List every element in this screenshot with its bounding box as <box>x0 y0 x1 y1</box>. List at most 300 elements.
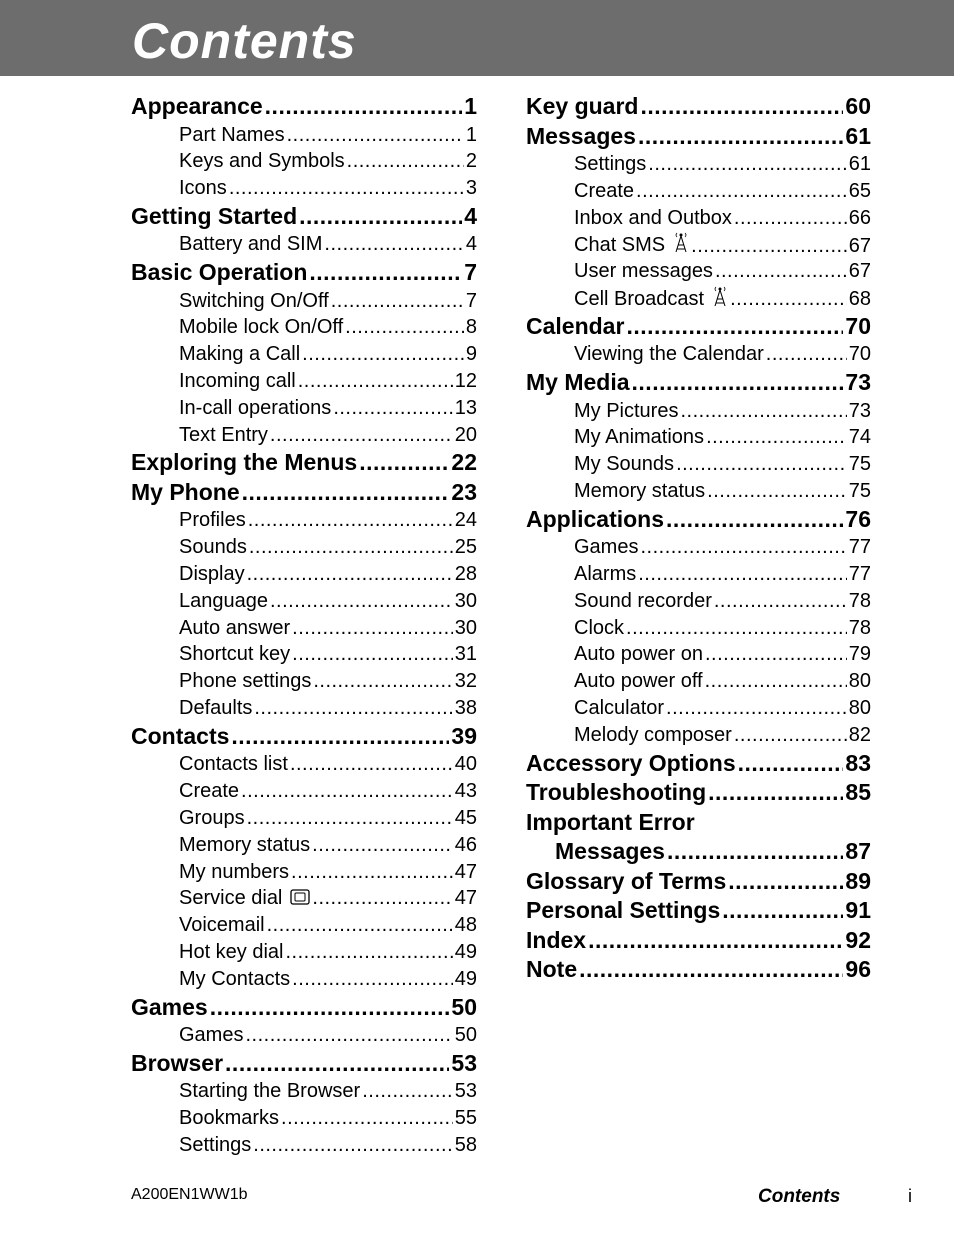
toc-entry-label-text: Cell Broadcast <box>574 288 705 311</box>
toc-entry-page-number: 53 <box>451 1049 477 1079</box>
toc-entry-label <box>574 478 705 505</box>
toc-entry-label <box>179 778 239 805</box>
dot-leader <box>281 1105 453 1132</box>
toc-entry-label <box>179 175 227 202</box>
toc-subsection-entry <box>526 451 871 478</box>
toc-subsection-entry <box>131 615 477 642</box>
dot-leader <box>292 615 453 642</box>
toc-entry-label-text: Part Names <box>179 123 285 146</box>
toc-entry-label-text: Incoming call <box>179 370 296 393</box>
toc-subsection-entry <box>526 151 871 178</box>
toc-entry-label-text: Hot key dial <box>179 940 284 963</box>
toc-entry-page-number: 87 <box>845 837 871 867</box>
dot-leader <box>298 368 453 395</box>
dot-leader <box>708 778 843 808</box>
toc-section-entry <box>526 122 871 152</box>
dot-leader <box>638 122 843 152</box>
toc-entry-label-text: Getting Started <box>131 202 298 229</box>
toc-entry-label <box>574 424 704 451</box>
toc-entry-page-number: 32 <box>455 668 477 695</box>
toc-entry-label-text: Basic Operation <box>131 259 308 286</box>
toc-entry-page-number: 50 <box>451 993 477 1023</box>
toc-entry-label-text: Auto power on <box>574 643 703 666</box>
toc-entry-page-number: 76 <box>845 505 871 535</box>
toc-entry-label-text: In-call operations <box>179 396 332 419</box>
toc-entry-label-text: Display <box>179 563 245 586</box>
toc-entry-page-number: 50 <box>455 1022 477 1049</box>
dot-leader <box>734 722 847 749</box>
toc-entry-label <box>179 122 285 149</box>
toc-entry-label <box>574 588 712 615</box>
toc-entry-page-number: 31 <box>455 641 477 668</box>
toc-entry-label <box>131 202 297 232</box>
toc-section-entry <box>526 808 871 838</box>
toc-entry-label <box>179 1022 243 1049</box>
toc-entry-label-text: Troubleshooting <box>526 779 707 806</box>
dot-leader <box>286 939 453 966</box>
dot-leader <box>247 805 453 832</box>
toc-subsection-entry <box>131 1022 477 1049</box>
toc-subsection-entry <box>131 1105 477 1132</box>
toc-entry-page-number: 80 <box>849 695 871 722</box>
toc-entry-label <box>179 314 343 341</box>
dot-leader <box>579 955 843 985</box>
toc-entry-label <box>526 926 586 956</box>
toc-entry-page-number: 83 <box>845 749 871 779</box>
toc-section-entry <box>526 778 871 808</box>
toc-subsection-entry <box>131 1078 477 1105</box>
dot-leader <box>588 926 843 956</box>
toc-entry-label <box>179 695 252 722</box>
toc-subsection-entry <box>526 722 871 749</box>
toc-subsection-entry <box>526 424 871 451</box>
dot-leader <box>248 507 453 534</box>
toc-entry-label <box>574 451 674 478</box>
toc-entry-page-number: 61 <box>845 122 871 152</box>
dot-leader <box>312 885 452 912</box>
dot-leader <box>730 286 847 312</box>
toc-entry-label-text: Games <box>574 536 639 559</box>
toc-section-entry <box>526 926 871 956</box>
toc-section-entry <box>131 993 477 1023</box>
toc-entry-label-text: Viewing the Calendar <box>574 343 764 366</box>
dot-leader <box>362 1078 453 1105</box>
toc-entry-label-text: Memory status <box>574 479 706 502</box>
toc-entry-label <box>574 258 713 285</box>
toc-section-entry <box>131 202 477 232</box>
toc-entry-label <box>574 205 732 232</box>
toc-section-entry <box>526 749 871 779</box>
dot-leader <box>245 1022 452 1049</box>
toc-entry-page-number: 75 <box>849 451 871 478</box>
toc-entry-label <box>526 896 720 926</box>
toc-subsection-entry <box>131 368 477 395</box>
page-title: Contents <box>132 13 357 69</box>
toc-entry-page-number: 12 <box>455 368 477 395</box>
toc-entry-label-text: Auto power off <box>574 670 703 693</box>
toc-entry-label <box>179 641 290 668</box>
toc-entry-page-number: 25 <box>455 534 477 561</box>
toc-entry-page-number: 70 <box>845 312 871 342</box>
toc-entry-label-text: My Media <box>526 369 630 396</box>
dot-leader <box>299 202 462 232</box>
toc-entry-page-number: 77 <box>849 561 871 588</box>
toc-subsection-entry <box>526 285 871 312</box>
toc-section-entry <box>526 837 871 867</box>
dot-leader <box>241 778 453 805</box>
toc-section-entry <box>131 478 477 508</box>
dot-leader <box>242 478 450 508</box>
toc-entry-label <box>179 341 300 368</box>
toc-entry-label <box>179 805 245 832</box>
toc-subsection-entry <box>526 231 871 258</box>
toc-entry-label-text: Making a Call <box>179 343 301 366</box>
dot-leader <box>714 588 847 615</box>
dot-leader <box>676 451 847 478</box>
toc-entry-label <box>574 641 703 668</box>
toc-entry-label <box>574 534 638 561</box>
toc-entry-page-number: 40 <box>455 751 477 778</box>
toc-entry-label <box>574 668 703 695</box>
toc-entry-label-text: Shortcut key <box>179 643 291 666</box>
toc-entry-label <box>131 993 208 1023</box>
toc-entry-page-number: 96 <box>845 955 871 985</box>
toc-entry-label-text: Settings <box>179 1133 252 1156</box>
toc-subsection-entry <box>131 668 477 695</box>
toc-entry-label <box>179 859 289 886</box>
toc-subsection-entry <box>526 205 871 232</box>
toc-subsection-entry <box>131 641 477 668</box>
toc-entry-label <box>574 615 624 642</box>
toc-subsection-entry <box>131 832 477 859</box>
dot-leader <box>324 231 463 258</box>
toc-subsection-entry <box>131 507 477 534</box>
toc-entry-page-number: 4 <box>466 231 477 258</box>
toc-section-entry <box>526 312 871 342</box>
dot-leader <box>666 505 843 535</box>
dot-leader <box>705 668 847 695</box>
toc-entry-label-text: Calendar <box>526 312 625 339</box>
dot-leader <box>331 288 464 315</box>
toc-entry-label <box>131 92 263 122</box>
toc-entry-page-number: 48 <box>455 912 477 939</box>
antenna-icon <box>673 231 689 258</box>
toc-entry-label <box>179 939 284 966</box>
toc-section-entry <box>526 92 871 122</box>
toc-entry-label-text: Create <box>574 179 635 202</box>
toc-subsection-entry <box>526 668 871 695</box>
toc-subsection-entry <box>131 175 477 202</box>
toc-entry-page-number: 78 <box>849 615 871 642</box>
toc-entry-page-number: 91 <box>845 896 871 926</box>
toc-entry-page-number: 85 <box>845 778 871 808</box>
dot-leader <box>247 561 453 588</box>
toc-entry-page-number: 4 <box>464 202 477 232</box>
dot-leader <box>626 615 847 642</box>
toc-entry-page-number: 9 <box>466 341 477 368</box>
dot-leader <box>287 122 464 149</box>
dot-leader <box>267 912 453 939</box>
dot-leader <box>225 1049 449 1079</box>
toc-entry-label <box>574 561 636 588</box>
toc-entry-label <box>179 832 310 859</box>
toc-section-entry <box>526 368 871 398</box>
toc-right-column <box>526 92 871 985</box>
toc-subsection-entry <box>526 615 871 642</box>
toc-entry-page-number: 61 <box>849 151 871 178</box>
toc-entry-label-text: Mobile lock On/Off <box>179 316 344 339</box>
toc-entry-page-number: 58 <box>455 1132 477 1159</box>
toc-entry-label <box>179 231 322 258</box>
toc-subsection-entry <box>131 1132 477 1159</box>
toc-entry-label <box>574 178 634 205</box>
dot-leader <box>347 148 464 175</box>
toc-entry-label <box>179 288 329 315</box>
dot-leader <box>253 1132 452 1159</box>
toc-subsection-entry <box>526 398 871 425</box>
toc-subsection-entry <box>131 231 477 258</box>
dot-leader <box>691 233 847 259</box>
footer-section-label: Contents <box>758 1186 841 1207</box>
toc-entry-page-number: 47 <box>455 885 477 912</box>
dot-leader <box>734 205 847 232</box>
toc-section-entry <box>131 1049 477 1079</box>
toc-entry-label-text: Personal Settings <box>526 897 721 924</box>
dot-leader <box>640 92 843 122</box>
toc-entry-label-text: Voicemail <box>179 914 265 937</box>
toc-entry-page-number: 30 <box>455 588 477 615</box>
toc-entry-page-number: 28 <box>455 561 477 588</box>
dot-leader <box>265 92 463 122</box>
toc-entry-label <box>574 151 646 178</box>
toc-section-entry <box>526 896 871 926</box>
toc-section-entry <box>526 955 871 985</box>
toc-entry-label-text: Exploring the Menus <box>131 449 358 476</box>
dot-leader <box>707 478 847 505</box>
toc-entry-label <box>131 478 240 508</box>
toc-entry-page-number: 46 <box>455 832 477 859</box>
toc-entry-page-number: 49 <box>455 966 477 993</box>
toc-entry-label-text: Service dial <box>179 887 283 910</box>
toc-entry-label-text: Memory status <box>179 833 311 856</box>
toc-section-entry <box>131 92 477 122</box>
toc-entry-page-number: 45 <box>455 805 477 832</box>
toc-entry-label-text: Calculator <box>574 697 665 720</box>
toc-subsection-entry <box>131 148 477 175</box>
toc-entry-label <box>131 448 357 478</box>
toc-entry-label <box>179 148 345 175</box>
toc-entry-label-text: Switching On/Off <box>179 289 329 312</box>
dot-leader <box>666 695 847 722</box>
toc-subsection-entry <box>131 912 477 939</box>
toc-entry-page-number: 30 <box>455 615 477 642</box>
toc-entry-page-number: 66 <box>849 205 871 232</box>
toc-entry-page-number: 3 <box>466 175 477 202</box>
toc-entry-label-text: Auto answer <box>179 616 291 639</box>
toc-entry-page-number: 49 <box>455 939 477 966</box>
dot-leader <box>292 966 453 993</box>
toc-entry-page-number: 67 <box>849 233 871 259</box>
toc-subsection-entry <box>131 885 477 912</box>
toc-section-entry <box>131 258 477 288</box>
dot-leader <box>254 695 452 722</box>
sim-card-icon <box>290 886 310 912</box>
toc-section-entry <box>526 505 871 535</box>
toc-section-entry <box>526 867 871 897</box>
toc-entry-page-number: 13 <box>455 395 477 422</box>
toc-subsection-entry <box>131 695 477 722</box>
toc-entry-label <box>179 1132 251 1159</box>
toc-entry-label <box>179 912 265 939</box>
toc-entry-label-text: Keys and Symbols <box>179 150 345 173</box>
toc-subsection-entry <box>131 314 477 341</box>
toc-entry-page-number: 24 <box>455 507 477 534</box>
toc-entry-page-number: 65 <box>849 178 871 205</box>
toc-subsection-entry <box>131 341 477 368</box>
toc-entry-label <box>179 588 268 615</box>
dot-leader <box>722 896 843 926</box>
toc-entry-label <box>131 1049 223 1079</box>
dot-leader <box>229 175 464 202</box>
toc-entry-page-number: 60 <box>845 92 871 122</box>
dot-leader <box>309 258 462 288</box>
toc-entry-label <box>526 778 706 808</box>
dot-leader <box>291 859 453 886</box>
dot-leader <box>302 341 464 368</box>
dot-leader <box>231 722 449 752</box>
toc-entry-label <box>526 505 664 535</box>
toc-entry-label-text: Defaults <box>179 697 253 720</box>
toc-entry-label-text: Text Entry <box>179 423 268 446</box>
footer-page-number: i <box>908 1186 912 1206</box>
toc-entry-page-number: 79 <box>849 641 871 668</box>
dot-leader <box>313 668 452 695</box>
toc-entry-page-number: 68 <box>849 286 871 312</box>
toc-entry-label-text: My numbers <box>179 860 290 883</box>
toc-entry-label-text: Contacts <box>131 722 230 749</box>
toc-subsection-entry <box>131 422 477 449</box>
dot-leader <box>766 341 847 368</box>
toc-entry-label <box>574 341 764 368</box>
toc-entry-page-number: 7 <box>464 258 477 288</box>
dot-leader <box>680 398 846 425</box>
toc-entry-label <box>179 422 268 449</box>
toc-entry-label <box>526 312 624 342</box>
toc-entry-label-text: Key guard <box>526 93 639 119</box>
toc-left-column <box>131 92 477 1159</box>
toc-entry-page-number: 47 <box>455 859 477 886</box>
toc-entry-page-number: 23 <box>451 478 477 508</box>
toc-entry-label <box>526 808 695 838</box>
toc-subsection-entry <box>526 695 871 722</box>
toc-entry-label-text: Index <box>526 926 587 953</box>
toc-entry-label-text: Profiles <box>179 509 246 532</box>
toc-entry-label <box>574 695 664 722</box>
document-code: A200EN1WW1b <box>131 1186 248 1203</box>
toc-entry-page-number: 7 <box>466 288 477 315</box>
toc-entry-label-text: Sound recorder <box>574 589 712 612</box>
toc-entry-page-number: 74 <box>849 424 871 451</box>
toc-subsection-entry <box>131 966 477 993</box>
toc-entry-page-number: 92 <box>845 926 871 956</box>
dot-leader <box>312 832 453 859</box>
antenna-icon <box>712 285 728 312</box>
dot-leader <box>705 641 847 668</box>
toc-entry-label <box>526 92 638 122</box>
toc-entry-label-text: Language <box>179 589 268 612</box>
toc-entry-label-text: Note <box>526 956 578 983</box>
toc-entry-label-text: Phone settings <box>179 670 312 693</box>
dot-leader <box>292 641 453 668</box>
toc-entry-label-text: Appearance <box>131 93 263 119</box>
toc-entry-label-text: Sounds <box>179 536 247 559</box>
toc-entry-label <box>574 398 678 425</box>
toc-subsection-entry <box>526 588 871 615</box>
toc-entry-label <box>179 1078 360 1105</box>
dot-leader <box>715 258 847 285</box>
toc-subsection-entry <box>526 258 871 285</box>
toc-entry-label <box>179 615 290 642</box>
toc-entry-label <box>179 507 246 534</box>
toc-subsection-entry <box>131 805 477 832</box>
toc-entry-label-text: Inbox and Outbox <box>574 206 732 229</box>
toc-subsection-entry <box>526 641 871 668</box>
toc-entry-label <box>555 837 665 867</box>
toc-entry-label-text: Applications <box>526 505 665 532</box>
toc-subsection-entry <box>131 122 477 149</box>
toc-entry-label-text: Accessory Options <box>526 749 736 776</box>
dot-leader <box>636 178 847 205</box>
toc-entry-label <box>179 534 247 561</box>
toc-entry-page-number: 80 <box>849 668 871 695</box>
toc-section-entry <box>131 448 477 478</box>
toc-entry-page-number: 82 <box>849 722 871 749</box>
dot-leader <box>667 837 843 867</box>
toc-subsection-entry <box>526 178 871 205</box>
toc-entry-label <box>574 285 728 312</box>
toc-entry-page-number: 43 <box>455 778 477 805</box>
dot-leader <box>290 751 453 778</box>
toc-entry-label <box>179 885 310 912</box>
toc-section-entry <box>131 722 477 752</box>
dot-leader <box>249 534 453 561</box>
dot-leader <box>632 368 844 398</box>
toc-entry-label <box>179 368 296 395</box>
toc-entry-label-text: Groups <box>179 806 245 829</box>
toc-entry-label-text: Alarms <box>574 563 637 586</box>
toc-entry-page-number: 77 <box>849 534 871 561</box>
toc-entry-label-text: Melody composer <box>574 723 732 746</box>
toc-entry-page-number: 39 <box>451 722 477 752</box>
toc-entry-label <box>179 561 245 588</box>
toc-entry-label <box>179 966 290 993</box>
toc-entry-page-number: 38 <box>455 695 477 722</box>
dot-leader <box>626 312 843 342</box>
toc-entry-page-number: 22 <box>451 448 477 478</box>
toc-entry-label-text: Settings <box>574 153 647 175</box>
toc-entry-label-text: My Phone <box>131 478 240 505</box>
dot-leader <box>333 395 452 422</box>
toc-entry-page-number: 1 <box>466 122 477 149</box>
dot-leader <box>638 561 847 588</box>
toc-entry-page-number: 2 <box>466 148 477 175</box>
toc-entry-label <box>574 231 689 258</box>
toc-subsection-entry <box>131 395 477 422</box>
toc-entry-page-number: 8 <box>466 314 477 341</box>
toc-entry-page-number: 20 <box>455 422 477 449</box>
dot-leader <box>648 151 846 178</box>
toc-entry-label <box>179 751 288 778</box>
